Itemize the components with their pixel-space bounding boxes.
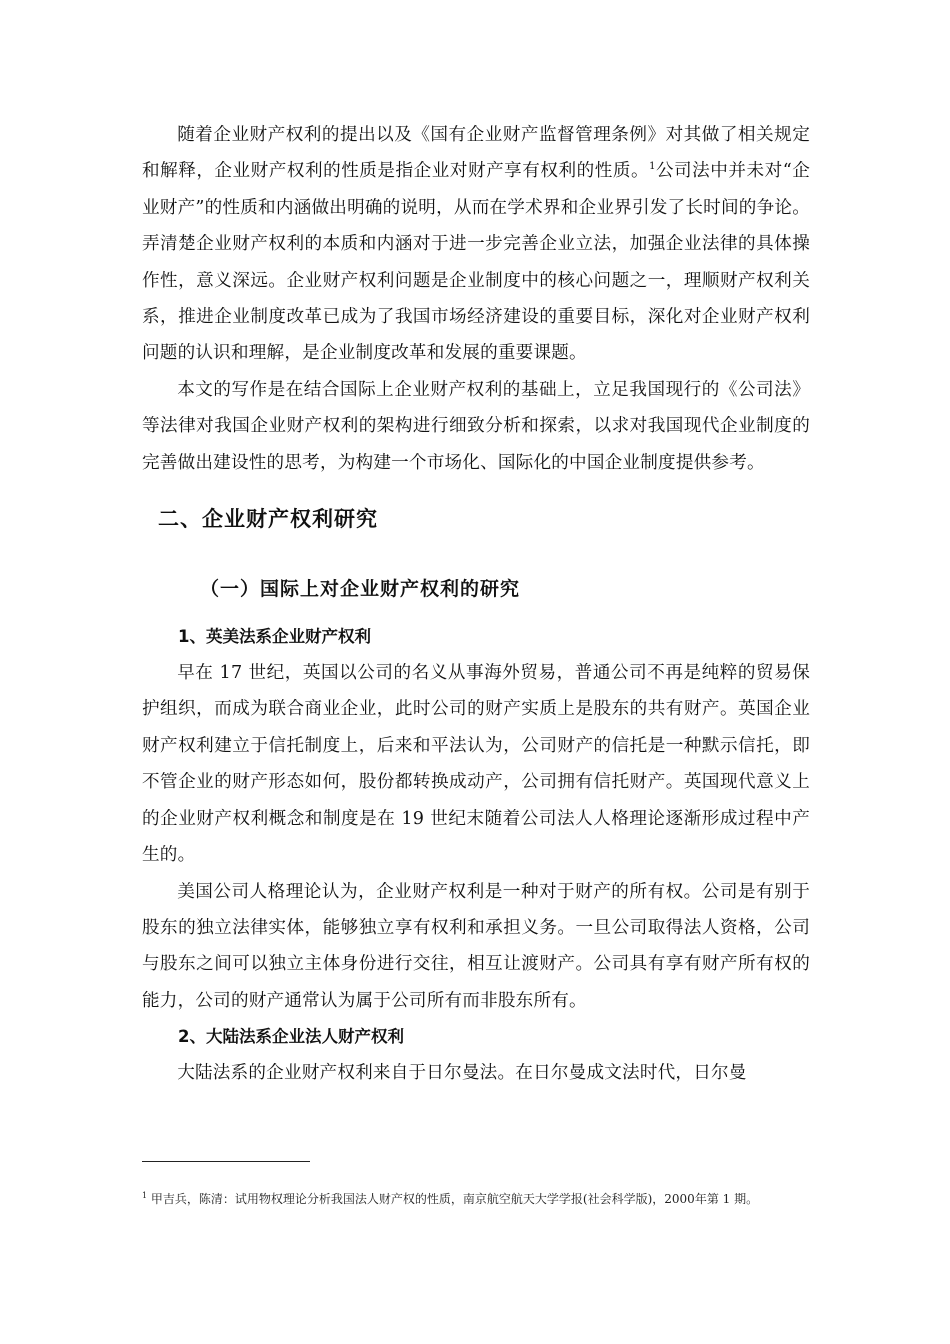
subsection-heading: （一）国际上对企业财产权利的研究 bbox=[200, 578, 521, 601]
section-heading: 二、企业财产权利研究 bbox=[158, 507, 378, 532]
paragraph-usa: 美国公司人格理论认为，企业财产权利是一种对于财产的所有权。公司是有别于股东的独立法律实体，能够独立享有权利和承担义务。一旦公司取得法人资格，公司与股东之间可以独立主体身份进行交往，相互让渡财产。公司具有享有财产所有权的能力，公司的财产通常认为属于公司所有而非股东所有。 bbox=[142, 881, 810, 1011]
footnote bbox=[142, 1190, 810, 1209]
footnote-number: 1 bbox=[142, 1191, 148, 1200]
paragraph-intro-rest: 公司法中并未对“企业财产”的性质和内涵做出明确的说明，从而在学术界和企业界引发了长时间的争论。弄清楚企业财产权利的本质和内涵对于进一步完善企业立法，加强企业法律的具体操作性，意义深远。企业财产权利问题是企业制度中的核心问题之一，理顺财产权利关系，推进企业制度改革已成为了我国市场经济建设的重要目标，深化对企业财产权利问题的认识和理解，是企业制度改革和发展的重要课题。 bbox=[142, 161, 811, 364]
footnote-ref[interactable]: 1 bbox=[649, 161, 656, 173]
body-content bbox=[142, 117, 810, 1092]
paragraph-continental: 大陆法系的企业财产权利来自于日尔曼法。在日尔曼成文法时代，日尔曼 bbox=[177, 1063, 747, 1084]
footnote-divider bbox=[142, 1161, 310, 1162]
paragraph-intro-text: 随着企业财产权利的提出以及《国有企业财产监督管理条例》对其做了相关规定和解释，企业财产权利的性质是指企业对财产享有权利的性质。 bbox=[142, 125, 810, 182]
subheading-continental: 2、大陆法系企业法人财产权利 bbox=[178, 1027, 404, 1047]
paragraph-england: 早在 17 世纪，英国以公司的名义从事海外贸易，普通公司不再是纯粹的贸易保护组织，而成为联合商业企业，此时公司的财产实质上是股东的共有财产。英国企业财产权利建立于信托制度上，后来和平法认为，公司财产的信托是一种默示信托，即不管企业的财产形态如何，股份都转换成动产，公司拥有信托财产。英国现代意义上的企业财产权利概念和制度是在 19 世纪末随着公司法人人格理论逐渐形成过程中产生的。 bbox=[142, 663, 810, 866]
footnote-text: 甲吉兵，陈清：试用物权理论分析我国法人财产权的性质，南京航空航天大学学报(社会科学版)，2000年第 1 期。 bbox=[147, 1192, 759, 1206]
paragraph-purpose: 本文的写作是在结合国际上企业财产权利的基础上，立足我国现行的《公司法》等法律对我国企业财产权利的架构进行细致分析和探索，以求对我国现代企业制度的完善做出建设性的思考，为构建一个市场化、国际化的中国企业制度提供参考。 bbox=[142, 379, 810, 473]
subheading-anglo-american: 1、英美法系企业财产权利 bbox=[178, 627, 371, 647]
paragraph-intro bbox=[142, 117, 810, 372]
